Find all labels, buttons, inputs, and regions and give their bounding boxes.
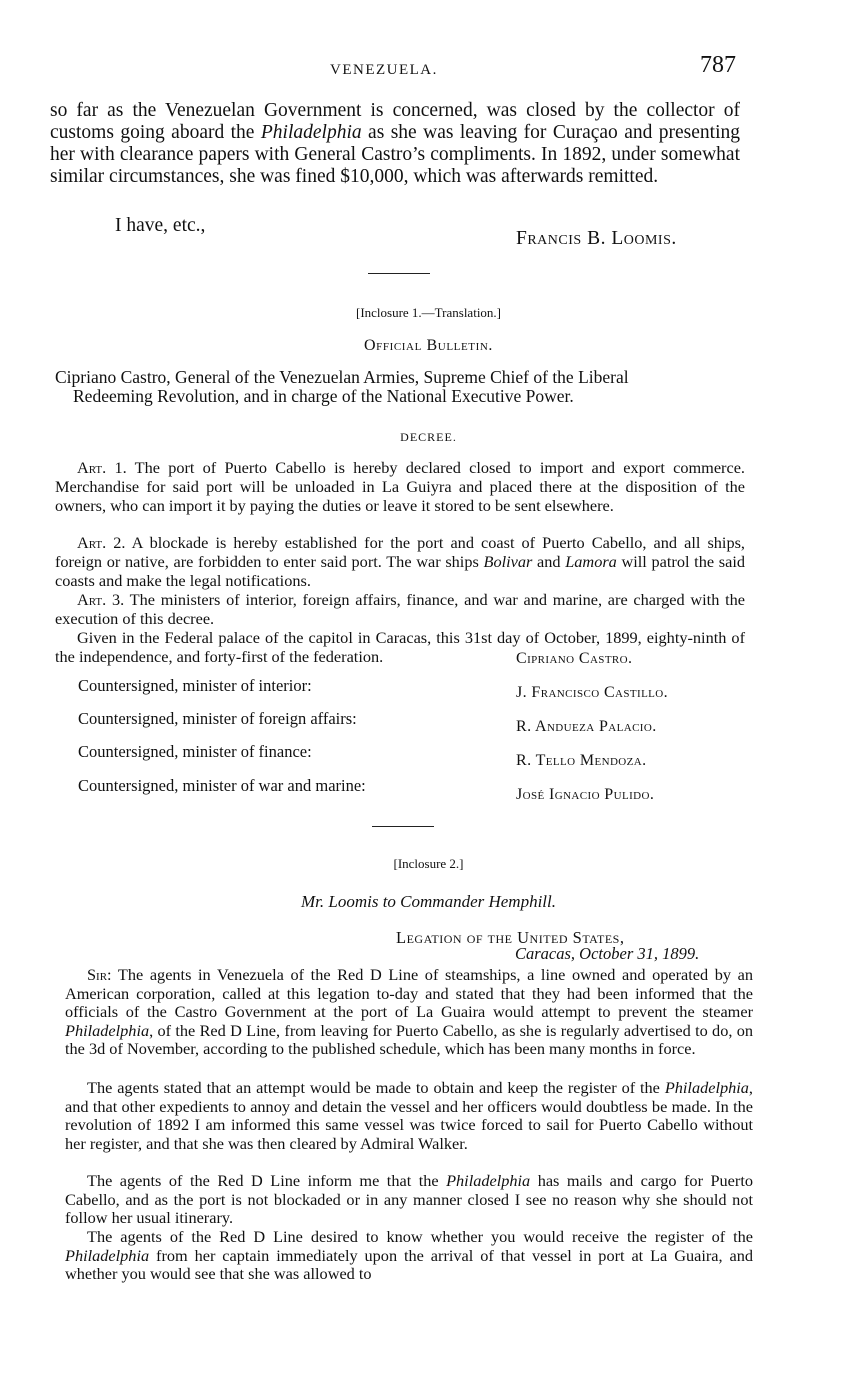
decree-heading: DECREE.: [400, 430, 457, 444]
inclosure-2-label: [Inclosure 2.]: [393, 856, 464, 871]
countersign-name: José Ignacio Pulido.: [516, 786, 655, 803]
countersign-label: Countersigned, minister of finance:: [78, 742, 312, 761]
decree-signer: Cipriano Castro.: [516, 650, 633, 667]
opening-paragraph: so far as the Venezuelan Government is concerned, was closed by the collector of customs going aboard the Philadelphia as she was leaving for Curaçao and presenting her with clearance papers with General Castro’s compliments. In 1892, under somewhat similar circumstances, she was fined $10,000, which was afterwards remitted.: [50, 100, 740, 187]
decree-article-1: Art. 1. The port of Puerto Cabello is hereby declared closed to import and export commerce. Merchandise for said port will be unloaded in La Guiyra and placed there at the disposition of the owners, who can import it by paying the duties or leave it stored to be sent elsewhere.: [55, 458, 745, 515]
countersign-name: R. Andueza Palacio.: [516, 718, 657, 735]
letter-paragraph-2: The agents stated that an attempt would be made to obtain and keep the register of the Philadelphia, and that other expedients to annoy and detain the vessel and her officers would doubtless be made. In the revolution of 1892 I am informed this same vessel was twice forced to sail for Puerto Cabello without her register, and that she was then cleared by Admiral Walker.: [65, 1078, 753, 1153]
running-head: VENEZUELA.: [330, 62, 438, 78]
section-divider: [368, 273, 430, 274]
letter-place: Legation of the United States,: [396, 928, 625, 947]
letter-paragraph-4: The agents of the Red D Line desired to know whether you would receive the register of the Philadelphia from her captain immediately upon the arrival of that vessel in port at La Guaira, and whether you would see that she was allowed to: [65, 1227, 753, 1284]
countersign-name: J. Francisco Castillo.: [516, 684, 669, 701]
letter-title: Mr. Loomis to Commander Hemphill.: [300, 892, 556, 911]
decree-article-3: Art. 3. The ministers of interior, foreign affairs, finance, and war and marine, are charged with the execution of this decree.: [55, 590, 745, 628]
countersign-label: Countersigned, minister of foreign affairs:: [78, 709, 357, 728]
signature: Francis B. Loomis.: [516, 228, 677, 249]
decree-preamble: Cipriano Castro, General of the Venezuelan Armies, Supreme Chief of the Liberal Redeeming Revolution, and in charge of the National Executive Power.: [55, 367, 629, 406]
closing-phrase: I have, etc.,: [115, 215, 206, 236]
decree-article-2: Art. 2. A blockade is hereby established for the port and coast of Puerto Cabello, and all ships, foreign or native, are forbidden to enter said port. The war ships Bolivar and Lamora will patrol the said coasts and make the legal notifications.: [55, 533, 745, 590]
decree-given-clause: Given in the Federal palace of the capitol in Caracas, this 31st day of October, 1899, eighty-ninth of the independence, and forty-first of the federation.: [55, 628, 745, 666]
countersign-label: Countersigned, minister of interior:: [78, 676, 312, 695]
section-divider: [372, 826, 434, 827]
letter-paragraph-1: Sir: The agents in Venezuela of the Red D Line of steamships, a line owned and operated by an American corporation, called at this legation to-day and stated that they had been informed that the officials of the Castro Government at the port of La Guaira would attempt to prevent the steamer Philadelphia, of the Red D Line, from leaving for Puerto Cabello, as she is regularly advertised to do, on the 3d of November, according to the published schedule, which has been many months in force.: [65, 965, 753, 1059]
letter-date: Caracas, October 31, 1899.: [515, 944, 700, 963]
inclosure-1-label: [Inclosure 1.—Translation.]: [355, 305, 502, 320]
bulletin-title: Official Bulletin.: [363, 337, 494, 354]
countersign-label: Countersigned, minister of war and marine:: [78, 776, 366, 795]
page-number: 787: [700, 52, 736, 78]
countersign-name: R. Tello Mendoza.: [516, 752, 647, 769]
letter-paragraph-3: The agents of the Red D Line inform me that the Philadelphia has mails and cargo for Puerto Cabello, and as the port is not blockaded or in any manner closed I see no reason why she should not follow her usual itinerary.: [65, 1171, 753, 1228]
